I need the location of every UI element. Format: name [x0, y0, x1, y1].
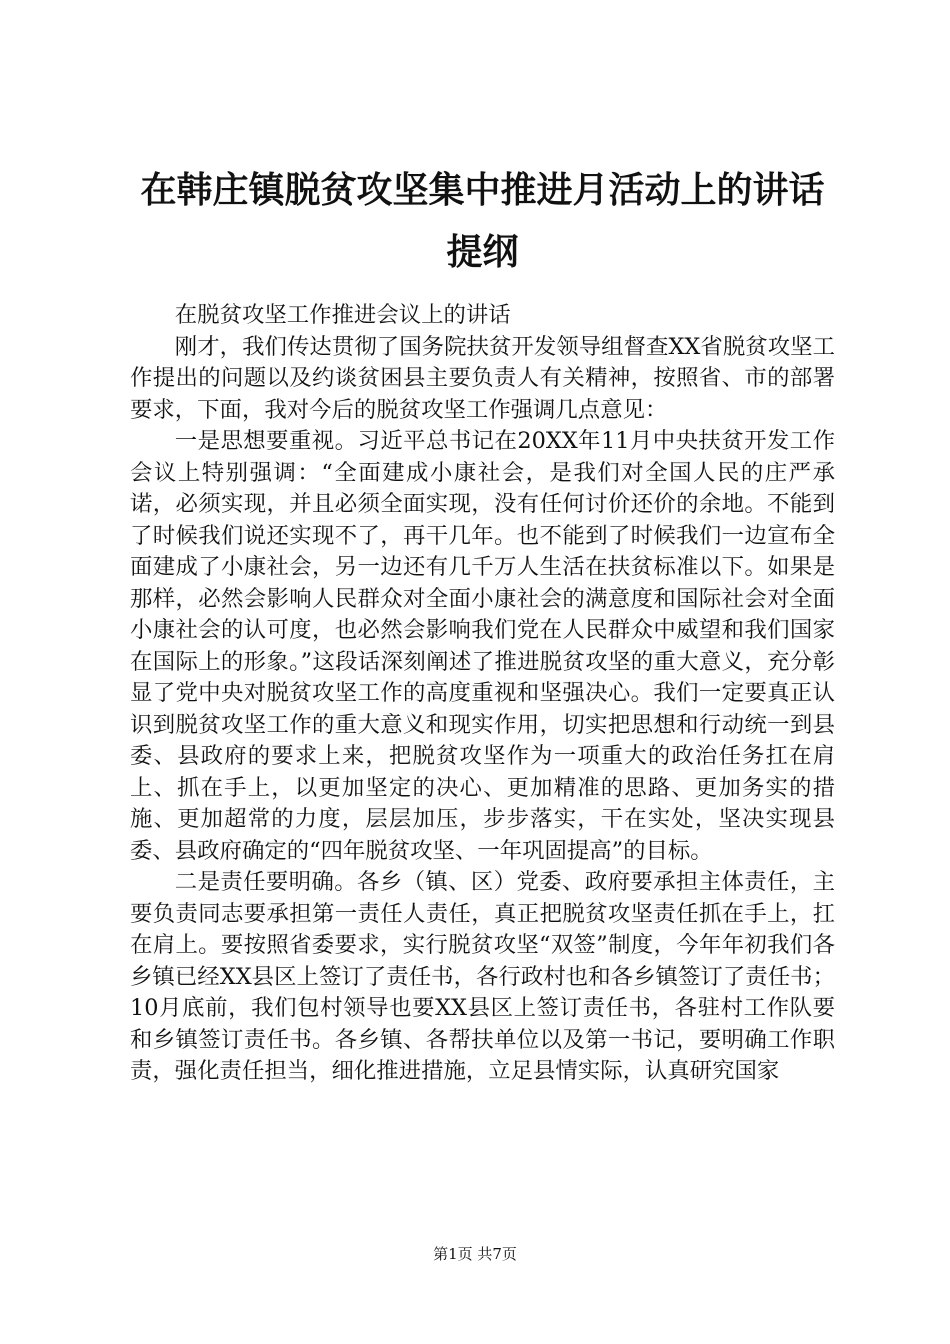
page-number-footer: 第1页 共7页 — [433, 1245, 517, 1263]
paragraph-intro: 刚才，我们传达贯彻了国务院扶贫开发领导组督查XX省脱贫攻坚工作提出的问题以及约谈贫困县主要负责人有关精神，按照省、市的部署要求，下面，我对今后的脱贫攻坚工作强调几点意见： — [130, 333, 835, 423]
paragraph-point-one: 一是思想要重视。习近平总书记在20XX年11月中央扶贫开发工作会议上特别强调：“全面建成小康社会，是我们对全国人民的庄严承诺，必须实现，并且必须全面实现，没有任何讨价还价的余地。不能到了时候我们说还实现不了，再干几年。也不能到了时候我们一边宣布全面建成了小康社会，另一边还有几千万人生活在扶贫标准以下。如果是那样，必然会影响人民群众对全面小康社会的满意度和国际社会对全面小康社会的认可度，也必然会影响我们党在人民群众中威望和我们国家在国际上的形象。”这段话深刻阐述了推进脱贫攻坚的重大意义，充分彰显了党中央对脱贫攻坚工作的高度重视和坚强决心。我们一定要真正认识到脱贫攻坚工作的重大意义和现实作用，切实把思想和行动统一到县委、县政府的要求上来，把脱贫攻坚作为一项重大的政治任务扛在肩上、抓在手上，以更加坚定的决心、更加精准的思路、更加务实的措施、更加超常的力度，层层加压，步步落实，干在实处，坚决实现县委、县政府确定的“四年脱贫攻坚、一年巩固提高”的目标。 — [130, 428, 835, 864]
paragraph-point-two: 二是责任要明确。各乡（镇、区）党委、政府要承担主体责任，主要负责同志要承担第一责任人责任，真正把脱贫攻坚责任抓在手上，扛在肩上。要按照省委要求，实行脱贫攻坚“双签”制度，今年年初我们各乡镇已经XX县区上签订了责任书，各行政村也和各乡镇签订了责任书；10月底前，我们包村领导也要XX县区上签订责任书，各驻村工作队要和乡镇签订责任书。各乡镇、各帮扶单位以及第一书记，要明确工作职责，强化责任担当，细化推进措施，立足县情实际，认真研究国家 — [130, 869, 835, 1084]
document-body — [130, 300, 835, 1088]
document-title: 在韩庄镇脱贫攻坚集中推进月活动上的讲话提纲 — [140, 170, 825, 273]
paragraph-subtitle: 在脱贫攻坚工作推进会议上的讲话 — [174, 302, 511, 328]
